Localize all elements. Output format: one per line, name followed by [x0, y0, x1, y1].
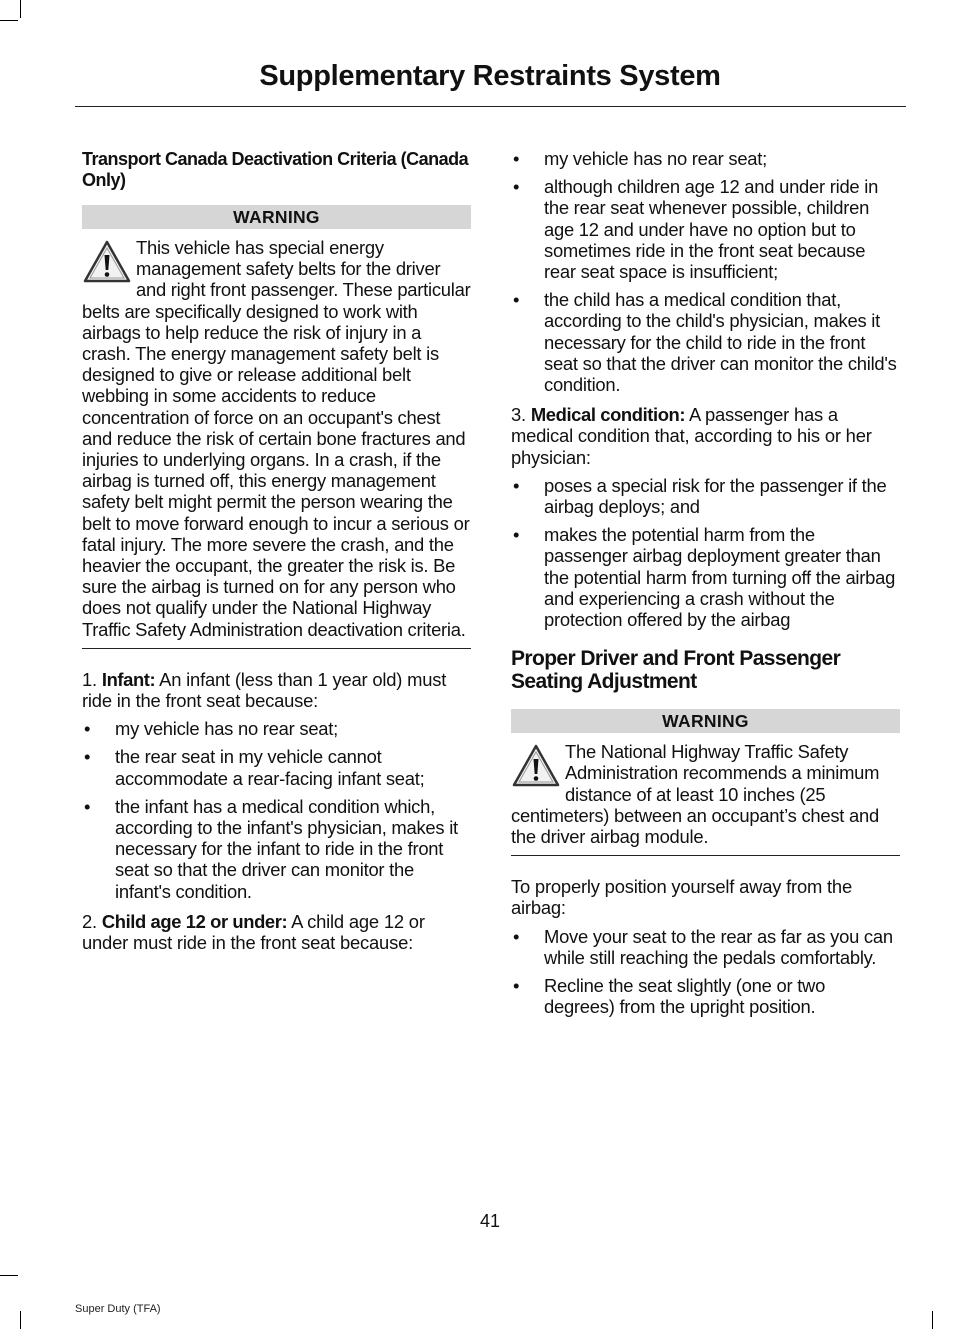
medical-term: Medical condition: — [530, 404, 686, 426]
medical-paragraph — [511, 404, 900, 468]
infant-bullet-list — [82, 718, 471, 902]
child-paragraph — [82, 911, 471, 953]
right-column — [511, 146, 900, 1018]
left-column — [82, 146, 471, 953]
list-item: • Recline the seat slightly (one or two degrees) from the upright position. — [513, 975, 826, 1018]
bullet-dot: • — [513, 176, 520, 198]
warning-label: WARNING — [82, 205, 471, 229]
list-item: • my vehicle has no rear seat; — [513, 148, 767, 169]
crop-mark — [20, 1311, 21, 1329]
crop-mark — [20, 0, 21, 18]
warning-body — [511, 741, 900, 847]
bullet-dot: • — [84, 746, 91, 768]
warning-box — [511, 709, 900, 856]
list-item: • my vehicle has no rear seat; — [84, 718, 338, 740]
document-name: Super Duty (TFA) — [75, 1303, 161, 1315]
bullet-dot: • — [84, 718, 91, 740]
infant-text: An infant (less than 1 year old) must ride in the front seat because: — [82, 668, 447, 712]
position-bullet-list — [511, 926, 900, 1018]
list-item: • although children age 12 and under ride in the rear seat whenever possible, children age 12 and under have no option but to sometimes ride in the front seat because rear seat space is insufficient; — [513, 176, 879, 283]
warning-text: This vehicle has special energy management safety belts for the driver and right front passenger. These particular belts are specifically designed to work with airbags to help reduce the risk of injury in a crash. The energy management safety belt is designed to give or release additional belt webbing in some accidents to reduce concentration of force on an occupant's chest and reduce the risk of certain bone fractures and injuries to underlying organs. In a crash, if the airbag is turned off, this energy management safety belt might permit the person wearing the belt to move forward enough to incur a serious or fatal injury. The more severe the crash, and the heavier the occupant, the greater the risk is. Be sure the airbag is turned on for any person who does not qualify under the National Highway Traffic Safety Administration deactivation criteria. — [82, 237, 471, 640]
item-number: 3. — [511, 404, 526, 426]
bullet-dot: • — [84, 795, 91, 817]
bullet-dot: • — [513, 148, 520, 169]
page-number: 41 — [479, 1211, 501, 1231]
medical-bullet-list — [511, 475, 900, 630]
section-heading-transport-canada: Transport Canada Deactivation Criteria (Canada Only) — [82, 149, 469, 190]
list-item: • the rear seat in my vehicle cannot accommodate a rear-facing infant seat; — [84, 746, 425, 789]
warning-text: The National Highway Traffic Safety Administration recommends a minimum distance of at least 10 inches (25 centimeters) between an occupant’s chest and the driver airbag module. — [511, 741, 880, 848]
position-intro: To properly position yourself away from the airbag: — [511, 876, 852, 919]
list-item: • poses a special risk for the passenger if the airbag deploys; and — [513, 474, 887, 518]
list-item: • makes the potential harm from the passenger airbag deployment greater than the potential harm from turning off the airbag and experiencing a crash without the protection offered by the airbag — [513, 524, 896, 631]
crop-mark — [0, 20, 18, 21]
warning-triangle-icon — [82, 239, 132, 285]
medical-text: A passenger has a medical condition that, according to his or her physician: — [511, 404, 872, 468]
section-heading-seating-adjustment: Proper Driver and Front Passenger Seating Adjustment — [511, 647, 841, 694]
infant-paragraph — [82, 669, 471, 711]
list-item: • the child has a medical condition that, according to the child's physician, makes it necessary for the child to ride in the front seat so that the driver can monitor the child's condition. — [513, 289, 897, 396]
item-number: 2. — [82, 910, 97, 932]
infant-term: Infant: — [101, 668, 156, 690]
title-rule — [75, 106, 906, 107]
warning-triangle-icon — [511, 743, 561, 789]
crop-mark — [0, 1275, 18, 1276]
bullet-dot: • — [513, 474, 520, 496]
child-term: Child age 12 or under: — [101, 910, 288, 932]
bullet-dot: • — [513, 289, 520, 311]
crop-mark — [932, 1311, 933, 1329]
bullet-dot: • — [513, 925, 520, 947]
item-number: 1. — [82, 668, 97, 690]
list-item: • Move your seat to the rear as far as you can while still reaching the pedals comfortably. — [513, 925, 893, 968]
bullet-dot: • — [513, 975, 520, 997]
warning-body — [82, 237, 471, 640]
warning-box — [82, 205, 471, 649]
child-text: A child age 12 or under must ride in the front seat because: — [82, 910, 425, 954]
page-title: Supplementary Restraints System — [259, 60, 721, 92]
bullet-dot: • — [513, 524, 520, 546]
list-item: • the infant has a medical condition which, according to the infant's physician, makes it necessary for the infant to ride in the front seat so that the driver can monitor the infant's condition. — [84, 795, 458, 902]
child-bullet-list — [511, 148, 900, 395]
warning-label: WARNING — [511, 709, 900, 733]
